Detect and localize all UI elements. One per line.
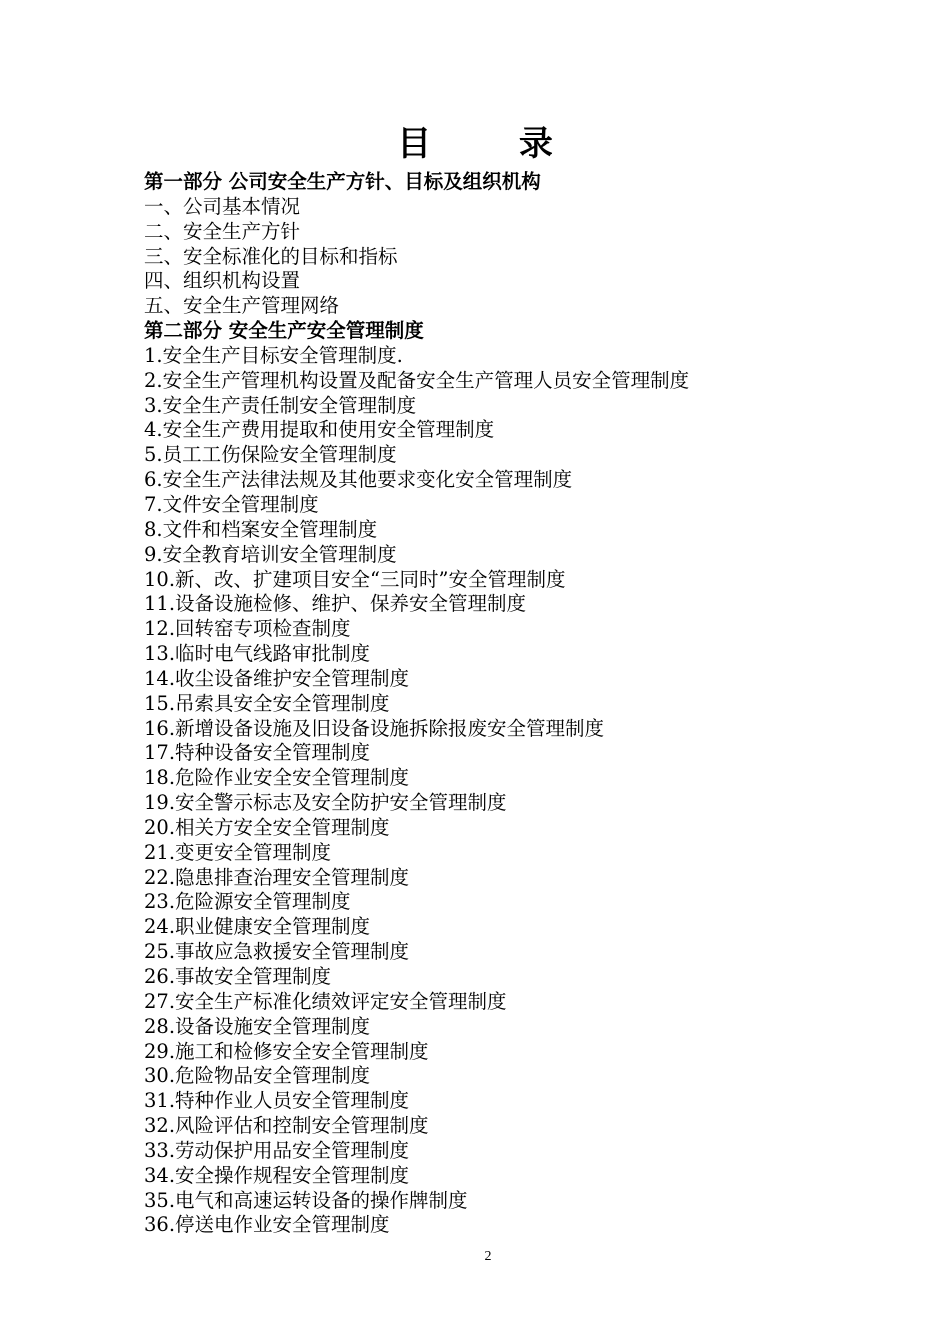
toc-item: 18.危险作业安全安全管理制度 bbox=[144, 766, 410, 790]
toc-item: 29.施工和检修安全安全管理制度 bbox=[144, 1039, 429, 1063]
toc-section-heading-part1: 第一部分 公司安全生产方针、目标及组织机构 bbox=[144, 170, 541, 193]
toc-item: 一、公司基本情况 bbox=[144, 194, 301, 218]
toc-item: 13.临时电气线路审批制度 bbox=[144, 642, 371, 666]
table-of-contents bbox=[144, 170, 844, 1238]
toc-item: 17.特种设备安全管理制度 bbox=[144, 741, 371, 765]
toc-item: 12.回转窑专项检查制度 bbox=[144, 617, 351, 641]
toc-item: 25.事故应急救援安全管理制度 bbox=[144, 940, 410, 964]
toc-item: 9.安全教育培训安全管理制度 bbox=[144, 542, 397, 566]
toc-item: 7.文件安全管理制度 bbox=[144, 492, 319, 516]
page-title: 目 录 bbox=[397, 124, 591, 164]
toc-item: 8.文件和档案安全管理制度 bbox=[144, 517, 378, 541]
toc-item: 23.危险源安全管理制度 bbox=[144, 890, 351, 914]
toc-item: 28.设备设施安全管理制度 bbox=[144, 1014, 371, 1038]
toc-item: 22.隐患排查治理安全管理制度 bbox=[144, 865, 410, 889]
toc-item: 11.设备设施检修、维护、保养安全管理制度 bbox=[144, 592, 527, 616]
toc-item: 36.停送电作业安全管理制度 bbox=[144, 1213, 390, 1237]
toc-item: 31.特种作业人员安全管理制度 bbox=[144, 1089, 410, 1113]
toc-item: 16.新增设备设施及旧设备设施拆除报废安全管理制度 bbox=[144, 716, 605, 740]
toc-item: 20.相关方安全安全管理制度 bbox=[144, 815, 390, 839]
toc-item: 24.职业健康安全管理制度 bbox=[144, 915, 371, 939]
toc-item: 30.危险物品安全管理制度 bbox=[144, 1064, 371, 1088]
toc-item: 34.安全操作规程安全管理制度 bbox=[144, 1163, 410, 1187]
toc-item: 三、安全标准化的目标和指标 bbox=[144, 244, 398, 268]
toc-item: 3.安全生产责任制安全管理制度 bbox=[144, 393, 417, 417]
toc-item: 26.事故安全管理制度 bbox=[144, 965, 332, 988]
toc-item: 二、安全生产方针 bbox=[144, 219, 301, 243]
toc-item: 6.安全生产法律法规及其他要求变化安全管理制度 bbox=[144, 468, 573, 492]
toc-item: 2.安全生产管理机构设置及配备安全生产管理人员安全管理制度 bbox=[144, 368, 690, 392]
toc-item: 27.安全生产标准化绩效评定安全管理制度 bbox=[144, 989, 507, 1013]
toc-item: 15.吊索具安全安全管理制度 bbox=[144, 691, 390, 715]
toc-item: 五、安全生产管理网络 bbox=[144, 294, 340, 318]
toc-item: 21.变更安全管理制度 bbox=[144, 840, 332, 864]
toc-item: 1.安全生产目标安全管理制度. bbox=[144, 343, 403, 367]
toc-item: 4.安全生产费用提取和使用安全管理制度 bbox=[144, 418, 495, 442]
toc-item: 32.风险评估和控制安全管理制度 bbox=[144, 1114, 429, 1138]
toc-item: 33.劳动保护用品安全管理制度 bbox=[144, 1138, 410, 1162]
page-number: 2 bbox=[484, 1249, 492, 1264]
toc-item: 5.员工工伤保险安全管理制度 bbox=[144, 443, 397, 467]
toc-section-heading-part2: 第二部分 安全生产安全管理制度 bbox=[144, 319, 424, 343]
toc-item: 四、组织机构设置 bbox=[144, 269, 301, 293]
toc-item: 14.收尘设备维护安全管理制度 bbox=[144, 666, 410, 690]
toc-item: 10.新、改、扩建项目安全“三同时”安全管理制度 bbox=[144, 567, 566, 591]
toc-item: 35.电气和高速运转设备的操作牌制度 bbox=[144, 1188, 468, 1212]
toc-item: 19.安全警示标志及安全防护安全管理制度 bbox=[144, 791, 507, 815]
